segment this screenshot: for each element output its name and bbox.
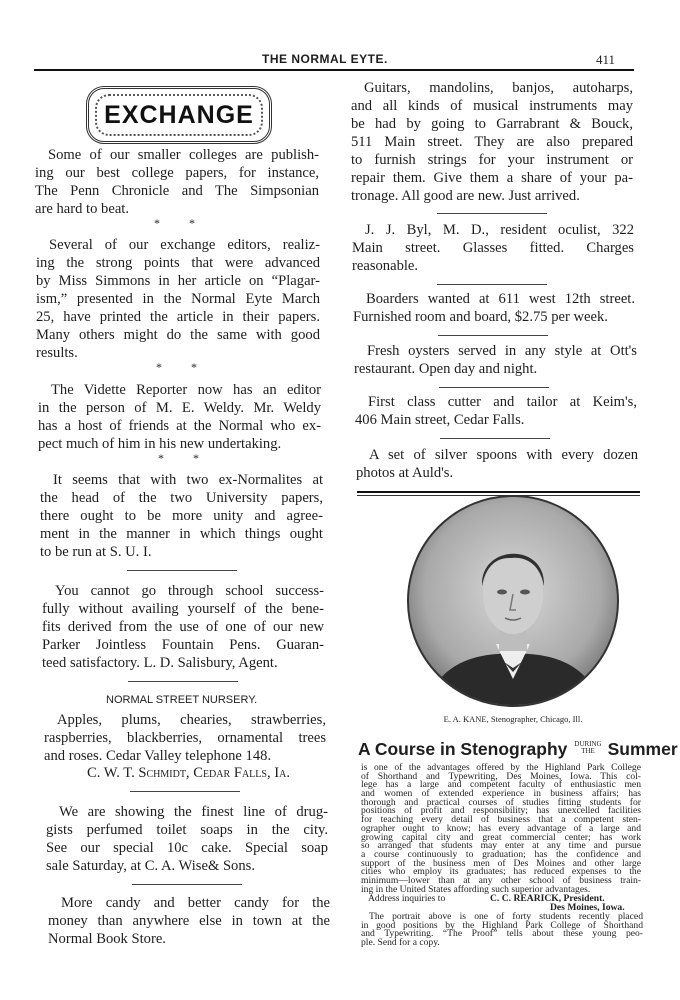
course-heading-main: A Course in Stenography (358, 739, 568, 759)
nursery-signature: C. W. T. Schmidt, Cedar Falls, Ia. (87, 765, 290, 781)
exchange-item-colleges (35, 146, 319, 218)
text-line: Some of our smaller colleges are publish- (48, 147, 319, 163)
during-label: DURING (574, 740, 602, 748)
text-line: Furnished room and board, $2.75 per week. (353, 309, 608, 325)
text-line: money than anywhere else in town at the (48, 913, 330, 929)
text-line: minimum—lower than at any other school of business train- (361, 874, 641, 886)
nursery-title: NORMAL STREET NURSERY. (106, 694, 258, 706)
ad-nursery (44, 711, 326, 765)
text-line: and women of extended experience in business affairs; has (361, 788, 641, 800)
text-line: to be run at S. U. I. (40, 544, 152, 560)
text-line: in good positions by the Highland Park College of Shorthand (361, 919, 643, 931)
text-line: Normal Book Store. (48, 931, 166, 947)
text-line: growing capital city and great commercial center; has work (361, 831, 641, 843)
text-line: for teaching every detail of business that a competent sten- (361, 814, 641, 826)
divider (437, 213, 547, 214)
text-line: repair them. Give them a share of your pa- (351, 170, 633, 186)
section-stars: * * (156, 360, 197, 374)
text-line: to furnish strings for your instrument or (351, 152, 633, 168)
text-line: and Typewriting. “The Proof” tells about these young peo- (361, 928, 643, 940)
text-line: See our special 10c cake. Special soap (46, 840, 328, 856)
text-line: positions of profit and responsibility; has unexcelled facilities (361, 805, 641, 817)
course-heading-summer: Summer (607, 739, 678, 759)
text-line: ple. Send for a copy. (361, 937, 440, 949)
text-line: so arranged that students may enter at any time and pursue (361, 840, 641, 852)
text-line: pect much of him in his new undertaking. (38, 436, 282, 452)
text-line: sale Saturday, at C. A. Wise& Sons. (46, 858, 255, 874)
text-line: results. (36, 345, 78, 361)
text-line: 511 Main street. They are also prepared (351, 134, 633, 150)
ad-boarders (353, 290, 635, 326)
text-line: Many others might do the same with good (36, 327, 320, 343)
text-line: thorough and practical courses of studies fitting students for (361, 796, 641, 808)
text-line: The Penn Chronicle and The Simpsonian (35, 183, 319, 199)
text-line: fully without availing yourself of the bene- (42, 601, 324, 617)
text-line: has a host of friends at the Normal who ex- (38, 418, 321, 434)
ad-fountain-pens (42, 582, 324, 672)
exchange-item-plagarism (36, 236, 320, 362)
text-line: The Vidette Reporter now has an editor (51, 382, 321, 398)
text-line: J. J. Byl, M. D., resident oculist, 322 (365, 222, 634, 238)
address-city: Des Moines, Iowa. (550, 902, 625, 913)
course-heading (358, 739, 678, 760)
header-rule (34, 69, 634, 71)
ad-musical-instruments (351, 79, 633, 205)
ad-candy (48, 894, 330, 948)
text-line: raspberries, blackberries, ornamental trees (44, 730, 326, 746)
divider (130, 791, 240, 792)
course-heading-during-the (574, 741, 601, 755)
text-line: cities who employ its graduates; has reduced expenses to the (361, 866, 641, 878)
text-line: Guitars, mandolins, banjos, autoharps, (364, 80, 633, 96)
divider (437, 284, 547, 285)
the-label: THE (581, 747, 595, 755)
course-footer (361, 913, 643, 948)
text-line: It seems that with two ex-Normalites at (53, 472, 323, 488)
text-line: Main street. Glasses fitted. Charges (352, 240, 634, 256)
text-line: support of the business men of Des Moines and other large (361, 857, 641, 869)
text-line: a course continuously to graduation; has the confidence and (361, 848, 641, 860)
divider (440, 438, 550, 439)
text-line: Boarders wanted at 611 west 12th street. (366, 291, 635, 307)
text-line: First class cutter and tailor at Keim's, (368, 394, 637, 410)
exchange-banner (86, 86, 272, 144)
text-line: gists perfumed toilet soaps in the city. (46, 822, 328, 838)
text-line: Apples, plums, chearies, strawberries, (57, 712, 326, 728)
divider (438, 335, 548, 336)
text-line: ing our best college papers, for instance, (35, 165, 319, 181)
text-line: 406 Main street, Cedar Falls. (355, 412, 525, 428)
text-line: A set of silver spoons with every dozen (369, 447, 638, 463)
divider (127, 570, 237, 571)
text-line: Parker Jointless Fountain Pens. Guaran- (42, 637, 324, 653)
text-line: in the person of M. E. Weldy. Mr. Weldy (38, 400, 321, 416)
course-body (361, 764, 641, 894)
portrait-photo (406, 494, 620, 708)
text-line: ographer ought to know; has every advantage of a large and (361, 822, 641, 834)
text-line: We are showing the finest line of drug- (59, 804, 328, 820)
text-line: ment in the manner in which things ought (40, 526, 323, 542)
text-line: be had by going to Garrabrant & Bouck, (351, 116, 633, 132)
text-line: are hard to beat. (35, 201, 129, 217)
address-name: C. C. REARICK, President. (490, 893, 605, 904)
ad-oculist (352, 221, 634, 275)
divider (439, 387, 549, 388)
section-stars: * * (154, 216, 195, 230)
running-head: THE NORMAL EYTE. (262, 52, 388, 66)
text-line: ing the strong points that were advanced (36, 255, 320, 271)
ad-tailor (355, 393, 637, 429)
text-line: More candy and better candy for the (61, 895, 330, 911)
text-line: Fresh oysters served in any style at Ott's (367, 343, 637, 359)
exchange-item-university (40, 471, 323, 561)
section-stars: * * (158, 451, 199, 465)
text-line: ism,” presented in the Normal Eyte March (36, 291, 320, 307)
text-line: lege has a large and competent faculty of enthusiastic men (361, 779, 641, 791)
text-line: restaurant. Open day and night. (354, 361, 538, 377)
text-line: 25, have printed the article in their papers. (36, 309, 320, 325)
text-line: and roses. Cedar Valley telephone 148. (44, 748, 272, 764)
section-rule (357, 491, 640, 493)
exchange-banner-title: EXCHANGE (104, 100, 254, 129)
text-line: tronage. All good are new. Just arrived. (351, 188, 580, 204)
text-line: teed satisfactory. L. D. Salisbury, Agent. (42, 655, 278, 671)
ad-soaps (46, 803, 328, 875)
text-line: Several of our exchange editors, realiz- (49, 237, 320, 253)
exchange-item-vidette (38, 381, 321, 453)
text-line: the head of the two University papers, (40, 490, 323, 506)
divider (132, 884, 242, 885)
divider (128, 681, 238, 682)
text-line: fits derived from the use of one of our new (42, 619, 324, 635)
text-line: The portrait above is one of forty students recently placed (369, 911, 643, 922)
text-line: photos at Auld's. (356, 465, 454, 481)
photo-caption: E. A. KANE, Stenographer, Chicago, Ill. (443, 714, 583, 724)
ad-oysters (354, 342, 637, 378)
text-line: by Miss Simmons in her article on “Plagar- (36, 273, 320, 289)
text-line: and all kinds of musical instruments may (351, 98, 633, 114)
text-line: of Shorthand and Typewriting, Des Moines, Iowa. This col- (361, 770, 641, 782)
address-label: Address inquiries to (368, 893, 446, 904)
page-number: 411 (596, 52, 616, 67)
text-line: is one of the advantages offered by the Highland Park College (361, 762, 641, 773)
text-line: reasonable. (352, 258, 419, 274)
text-line: there ought to be more unity and agree- (40, 508, 323, 524)
text-line: You cannot go through school success- (55, 583, 324, 599)
text-line: ing in the United States affording such superior advantages. (361, 883, 591, 895)
ad-silver-spoons (356, 446, 638, 482)
